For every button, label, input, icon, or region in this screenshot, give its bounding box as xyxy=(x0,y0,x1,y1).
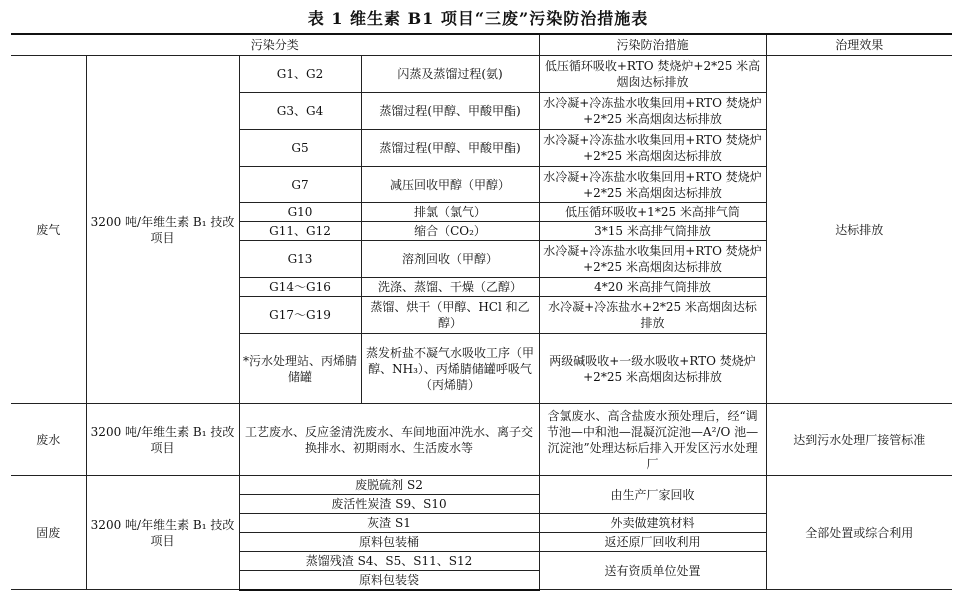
solid-item: 废活性炭渣 S9、S10 xyxy=(239,495,539,514)
solid-item: 蒸馏残渣 S4、S5、S11、S12 xyxy=(239,552,539,571)
header-measures: 污染防治措施 xyxy=(539,34,766,56)
header-category: 污染分类 xyxy=(11,34,539,56)
gas-measure: 水冷凝+冷冻盐水+2*25 米高烟囱达标排放 xyxy=(539,297,766,334)
gas-source: 闪蒸及蒸馏过程(氨) xyxy=(361,56,539,93)
table-title: 表 1 维生素 B1 项目“三废”污染防治措施表 xyxy=(307,9,649,28)
gas-measure: 水冷凝+冷冻盐水收集回用+RTO 焚烧炉+2*25 米高烟囱达标排放 xyxy=(539,93,766,130)
solid-measure: 送有资质单位处置 xyxy=(539,552,766,590)
gas-measure: 低压循环吸收+1*25 米高排气筒 xyxy=(539,203,766,222)
gas-source: 减压回收甲醇（甲醇） xyxy=(361,167,539,203)
solid-item: 废脱硫剂 S2 xyxy=(239,476,539,495)
gas-source: 蒸馏过程(甲醇、甲酸甲酯) xyxy=(361,93,539,130)
gas-project: 3200 吨/年维生素 B₁ 技改项目 xyxy=(86,56,239,404)
gas-source: 缩合（CO₂） xyxy=(361,222,539,241)
gas-measure: 水冷凝+冷冻盐水收集回用+RTO 焚烧炉+2*25 米高烟囱达标排放 xyxy=(539,130,766,167)
gas-code: G17～G19 xyxy=(239,297,361,334)
gas-measure: 低压循环吸收+RTO 焚烧炉+2*25 米高烟囱达标排放 xyxy=(539,56,766,93)
water-source: 工艺废水、反应釜清洗废水、车间地面冲洗水、离子交换排水、初期雨水、生活废水等 xyxy=(239,404,539,476)
gas-code: G11、G12 xyxy=(239,222,361,241)
gas-source: 蒸发析盐不凝气水吸收工序（甲醇、NH₃）、丙烯腈储罐呼吸气（丙烯腈） xyxy=(361,334,539,404)
pollution-measures-table xyxy=(11,33,952,591)
solid-measure: 由生产厂家回收 xyxy=(539,476,766,514)
table-row xyxy=(11,476,952,495)
gas-code: *污水处理站、丙烯腈储罐 xyxy=(239,334,361,404)
gas-code: G5 xyxy=(239,130,361,167)
gas-code: G1、G2 xyxy=(239,56,361,93)
water-effect: 达到污水处理厂接管标准 xyxy=(766,404,952,476)
water-type: 废水 xyxy=(11,404,86,476)
gas-code: G14～G16 xyxy=(239,278,361,297)
solid-project: 3200 吨/年维生素 B₁ 技改项目 xyxy=(86,476,239,590)
solid-item: 灰渣 S1 xyxy=(239,514,539,533)
gas-source: 溶剂回收（甲醇） xyxy=(361,241,539,278)
solid-measure: 返还原厂回收利用 xyxy=(539,533,766,552)
solid-measure: 外卖做建筑材料 xyxy=(539,514,766,533)
gas-code: G13 xyxy=(239,241,361,278)
gas-code: G7 xyxy=(239,167,361,203)
header-effect: 治理效果 xyxy=(766,34,952,56)
gas-measure: 水冷凝+冷冻盐水收集回用+RTO 焚烧炉+2*25 米高烟囱达标排放 xyxy=(539,167,766,203)
header-row xyxy=(11,34,952,56)
solid-item: 原料包装桶 xyxy=(239,533,539,552)
gas-type: 废气 xyxy=(11,56,86,404)
gas-source: 蒸馏过程(甲醇、甲酸甲酯) xyxy=(361,130,539,167)
gas-source: 洗涤、蒸馏、干燥（乙醇） xyxy=(361,278,539,297)
gas-effect: 达标排放 xyxy=(766,56,952,404)
table-row xyxy=(11,404,952,476)
gas-code: G10 xyxy=(239,203,361,222)
gas-measure: 4*20 米高排气筒排放 xyxy=(539,278,766,297)
solid-item: 原料包装袋 xyxy=(239,571,539,590)
gas-source: 蒸馏、烘干（甲醇、HCl 和乙醇） xyxy=(361,297,539,334)
gas-measure: 水冷凝+冷冻盐水收集回用+RTO 焚烧炉+2*25 米高烟囱达标排放 xyxy=(539,241,766,278)
gas-measure: 两级碱吸收+一级水吸收+RTO 焚烧炉+2*25 米高烟囱达标排放 xyxy=(539,334,766,404)
gas-code: G3、G4 xyxy=(239,93,361,130)
water-project: 3200 吨/年维生素 B₁ 技改项目 xyxy=(86,404,239,476)
table-row xyxy=(11,56,952,93)
water-measure: 含氯废水、高含盐废水预处理后，经“调节池—中和池—混凝沉淀池—A²/O 池—沉淀池”处理达标后排入开发区污水处理厂 xyxy=(539,404,766,476)
gas-measure: 3*15 米高排气筒排放 xyxy=(539,222,766,241)
solid-effect: 全部处置或综合利用 xyxy=(766,476,952,590)
gas-source: 排氯（氯气） xyxy=(361,203,539,222)
solid-type: 固废 xyxy=(11,476,86,590)
